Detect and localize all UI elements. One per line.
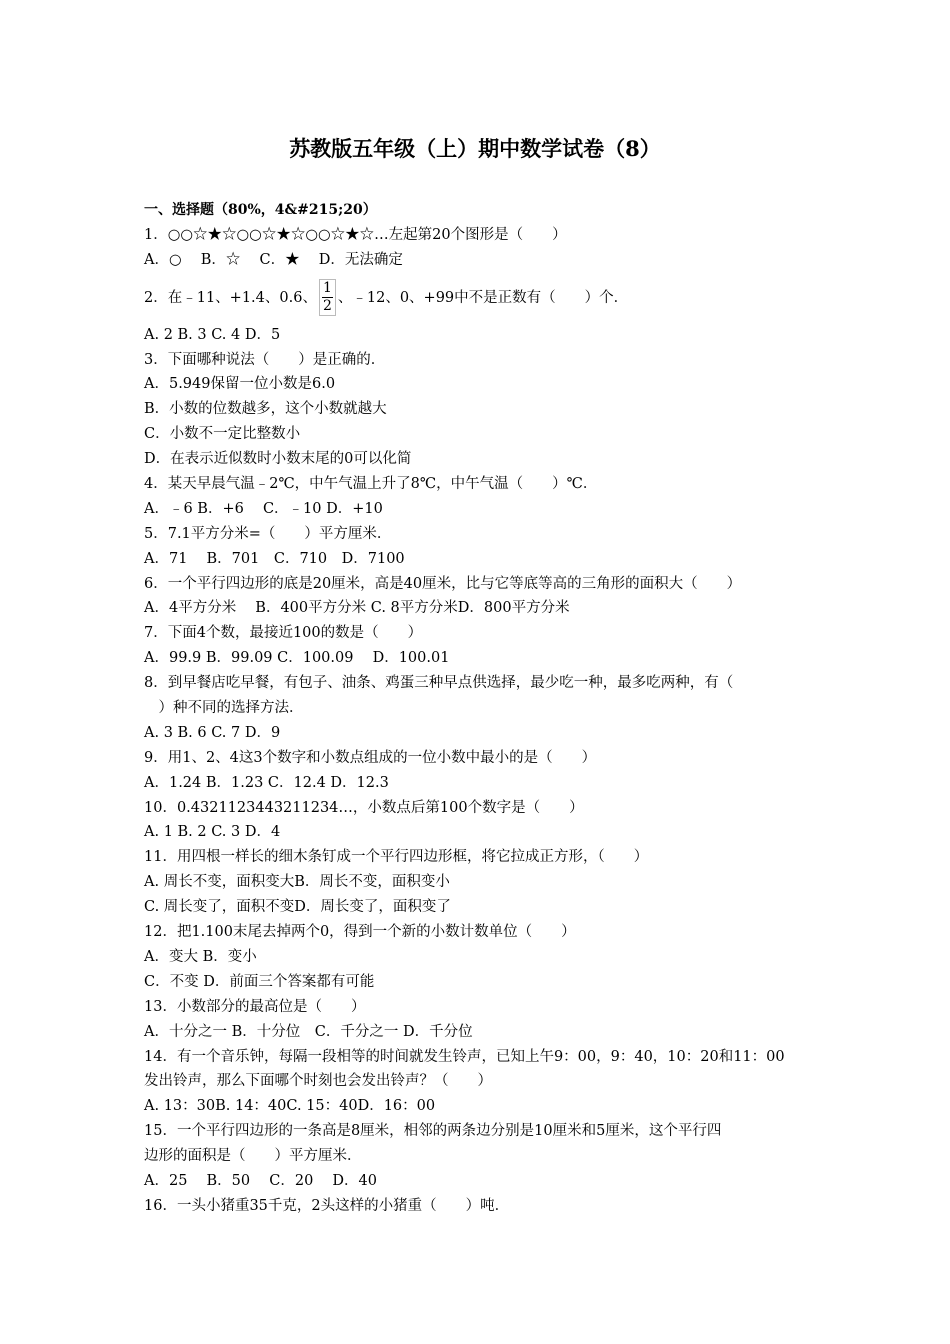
question-12-options-cd: C．不变 D．前面三个答案都有可能 xyxy=(144,973,375,990)
page-title: 苏教版五年级（上）期中数学试卷（8） xyxy=(289,136,661,161)
question-14-line-1: 14．有一个音乐钟，每隔一段相等的时间就发生铃声，已知上午9：00，9：40，10：20和11：00 xyxy=(144,1048,785,1065)
question-2-suffix: 、﹣12、0、+99中不是正数有（ ）个． xyxy=(337,289,629,306)
question-16: 16．一头小猪重35千克，2头这样的小猪重（ ）吨． xyxy=(144,1197,510,1214)
fraction-one-half xyxy=(319,279,336,316)
question-14-options: A. 13：30B. 14：40C. 15：40D．16：00 xyxy=(144,1098,436,1115)
question-14-line-2: 发出铃声，那么下面哪个时刻也会发出铃声？（ ） xyxy=(144,1073,492,1090)
question-7-options: A．99.9 B．99.09 C．100.09 D．100.01 xyxy=(144,650,450,667)
question-1-options: A．○ B．☆ C．★ D．无法确定 xyxy=(144,251,403,268)
question-15-line-1: 15．一个平行四边形的一条高是8厘米，相邻的两条边分别是10厘米和5厘米，这个平行四 xyxy=(144,1123,722,1140)
question-2 xyxy=(144,273,814,323)
question-3-option-a: A．5.949保留一位小数是6.0 xyxy=(144,376,336,393)
question-8-options: A. 3 B. 6 C. 7 D．9 xyxy=(144,724,281,741)
question-1: 1．○○☆★☆○○☆★☆○○☆★☆…左起第20个图形是（ ） xyxy=(144,226,567,243)
question-8-line-1: 8．到早餐店吃早餐，有包子、油条、鸡蛋三种早点供选择，最少吃一种，最多吃两种，有（ xyxy=(144,675,734,692)
question-15-line-2: 边形的面积是（ ）平方厘米． xyxy=(144,1148,362,1165)
question-6-options: A．4平方分米 B．400平方分米 C. 8平方分米D．800平方分米 xyxy=(144,600,570,617)
question-list xyxy=(144,198,814,1219)
question-13: 13．小数部分的最高位是（ ） xyxy=(144,998,366,1015)
question-4: 4．某天早晨气温﹣2℃，中午气温上升了8℃，中午气温（ ）℃． xyxy=(144,476,598,493)
question-13-options: A．十分之一 B．十分位 C．千分之一 D．千分位 xyxy=(144,1023,473,1040)
question-3-option-c: C．小数不一定比整数小 xyxy=(144,426,301,443)
question-3-option-d: D．在表示近似数时小数末尾的0可以化简 xyxy=(144,451,412,468)
question-7: 7．下面4个数，最接近100的数是（ ） xyxy=(144,625,423,642)
question-3-option-b: B．小数的位数越多，这个小数就越大 xyxy=(144,401,387,418)
question-12: 12．把1.100末尾去掉两个0，得到一个新的小数计数单位（ ） xyxy=(144,924,576,941)
question-8-line-2: ）种不同的选择方法． xyxy=(144,700,304,717)
fraction-numerator: 1 xyxy=(322,280,332,297)
question-2-prefix: 2．在﹣11、+1.4、0.6、 xyxy=(144,289,317,306)
fraction-denominator: 2 xyxy=(322,298,332,315)
question-5-options: A．71 B．701 C．710 D．7100 xyxy=(144,550,405,567)
question-3: 3．下面哪种说法（ ）是正确的． xyxy=(144,351,386,368)
question-15-options: A．25 B．50 C．20 D．40 xyxy=(144,1172,377,1189)
question-6: 6．一个平行四边形的底是20厘米，高是40厘米，比与它等底等高的三角形的面积大（ ） xyxy=(144,575,742,592)
question-2-options: A. 2 B. 3 C. 4 D．5 xyxy=(144,326,281,343)
question-9-options: A．1.24 B．1.23 C．12.4 D．12.3 xyxy=(144,774,389,791)
question-11: 11．用四根一样长的细木条钉成一个平行四边形框，将它拉成正方形，（ ） xyxy=(144,849,649,866)
question-5: 5．7.1平方分米=（ ）平方厘米． xyxy=(144,525,392,542)
question-9: 9．用1、2、4这3个数字和小数点组成的一位小数中最小的是（ ） xyxy=(144,749,597,766)
question-12-options-ab: A．变大 B．变小 xyxy=(144,948,257,965)
section-heading: 一、选择题（80%，4&#215;20） xyxy=(144,202,377,218)
question-10: 10．0.4321123443211234…，小数点后第100个数字是（ ） xyxy=(144,799,584,816)
question-11-options-cd: C. 周长变了，面积不变D．周长变了，面积变了 xyxy=(144,899,451,916)
question-10-options: A. 1 B. 2 C. 3 D．4 xyxy=(144,824,281,841)
question-11-options-ab: A. 周长不变，面积变大B．周长不变，面积变小 xyxy=(144,874,450,891)
question-4-options: A．﹣6 B．+6 C．﹣10 D．+10 xyxy=(144,500,383,517)
